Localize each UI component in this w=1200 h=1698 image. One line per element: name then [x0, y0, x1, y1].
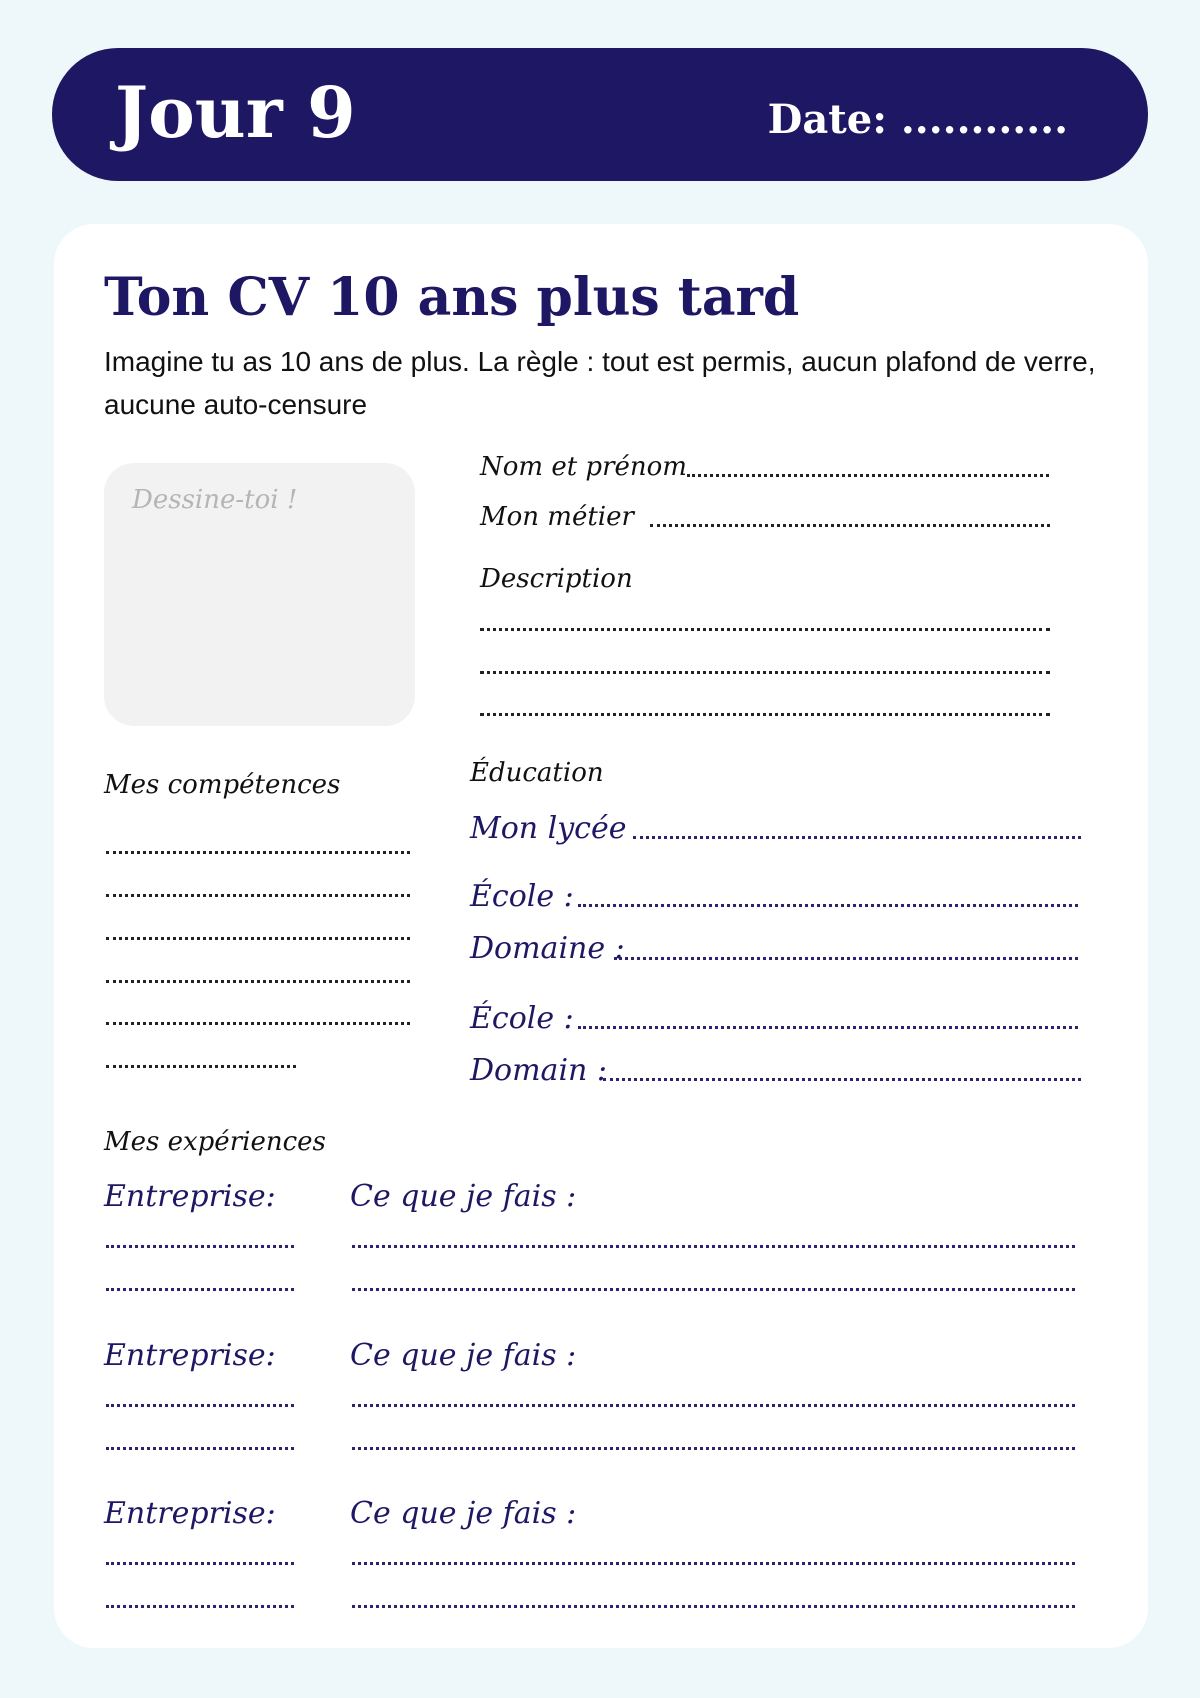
- domain-label-2: Domain :: [470, 1053, 608, 1088]
- description-label: Description: [480, 564, 633, 594]
- photo-hint: Dessine-toi !: [132, 485, 298, 515]
- company-line[interactable]: [106, 1404, 294, 1407]
- school-label-2: École :: [470, 1001, 574, 1036]
- skill-line-5[interactable]: [106, 1022, 410, 1025]
- experiences-label: Mes expériences: [104, 1127, 326, 1157]
- task-line[interactable]: [352, 1605, 1075, 1608]
- company-line[interactable]: [106, 1288, 294, 1291]
- task-line[interactable]: [352, 1447, 1075, 1450]
- task-line[interactable]: [352, 1562, 1075, 1565]
- task-label: Ce que je fais :: [350, 1496, 577, 1531]
- skill-line-1[interactable]: [106, 851, 410, 854]
- task-line[interactable]: [352, 1288, 1075, 1291]
- skill-line-3[interactable]: [106, 937, 410, 940]
- skill-line-2[interactable]: [106, 894, 410, 897]
- skill-line-4[interactable]: [106, 980, 410, 983]
- school-field-1[interactable]: [578, 904, 1078, 907]
- intro-text: Imagine tu as 10 ans de plus. La règle : tout est permis, aucun plafond de verre, aucune auto-censure: [104, 346, 1096, 420]
- company-line[interactable]: [106, 1562, 294, 1565]
- company-line[interactable]: [106, 1447, 294, 1450]
- skill-line-6[interactable]: [106, 1065, 296, 1068]
- domain-field-1[interactable]: [614, 957, 1078, 960]
- education-label: Éducation: [470, 758, 604, 788]
- day-header: [52, 48, 1148, 181]
- task-line[interactable]: [352, 1404, 1075, 1407]
- lycee-label: Mon lycée: [470, 811, 627, 846]
- description-line-2[interactable]: [480, 671, 1050, 674]
- company-label: Entreprise:: [104, 1179, 276, 1214]
- description-line-3[interactable]: [480, 713, 1050, 716]
- description-line-1[interactable]: [480, 628, 1050, 631]
- company-line[interactable]: [106, 1245, 294, 1248]
- task-label: Ce que je fais :: [350, 1179, 577, 1214]
- skills-label: Mes compétences: [104, 770, 341, 800]
- company-label: Entreprise:: [104, 1338, 276, 1373]
- day-title: Jour 9: [115, 71, 356, 154]
- domain-field-2[interactable]: [603, 1078, 1081, 1081]
- page-title: Ton CV 10 ans plus tard: [104, 267, 800, 328]
- task-label: Ce que je fais :: [350, 1338, 577, 1373]
- domain-label-1: Domaine :: [470, 931, 625, 966]
- school-label-1: École :: [470, 879, 574, 914]
- job-field[interactable]: [650, 524, 1050, 527]
- company-label: Entreprise:: [104, 1496, 276, 1531]
- date-label: Date: ............: [767, 96, 1068, 143]
- school-field-2[interactable]: [578, 1026, 1078, 1029]
- name-label: Nom et prénom: [480, 452, 687, 482]
- self-portrait-box[interactable]: [104, 463, 415, 726]
- job-label: Mon métier: [480, 502, 634, 532]
- lycee-field[interactable]: [633, 836, 1081, 839]
- name-field[interactable]: [687, 474, 1049, 477]
- company-line[interactable]: [106, 1605, 294, 1608]
- task-line[interactable]: [352, 1245, 1075, 1248]
